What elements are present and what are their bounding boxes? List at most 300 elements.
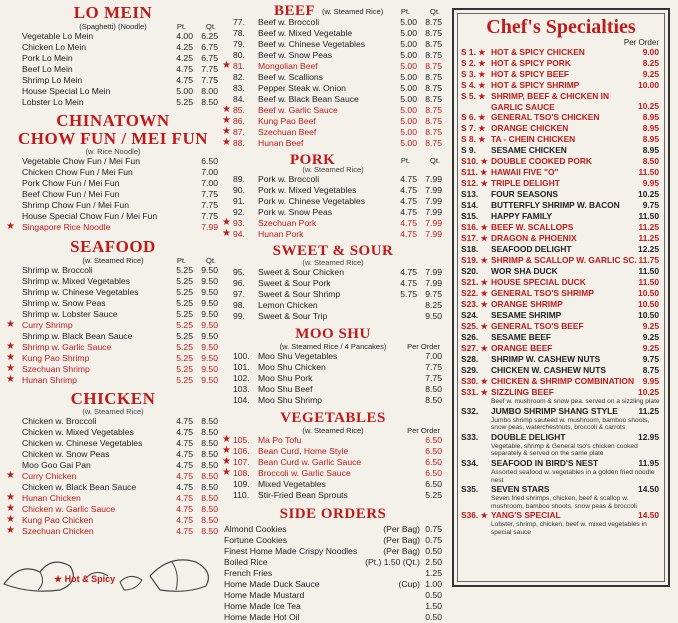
- item-name: WOR SHA DUCK: [491, 266, 558, 276]
- item-price-pint: 4.75: [176, 64, 193, 74]
- chef-item-row: [461, 310, 661, 321]
- chow-fun-list: [6, 156, 220, 233]
- chef-item: [461, 112, 661, 123]
- item-name: Broccoli w. Garlic Sauce: [258, 468, 351, 478]
- section-subtitle: (w. Steamed Rice): [302, 426, 364, 435]
- item-description: Beef w. mushroom & snow pea. served on a sizzling plate: [491, 398, 660, 405]
- menu-item: [222, 579, 444, 590]
- star-icon: ★: [222, 217, 231, 228]
- item-price-quart: 5.25: [425, 490, 442, 500]
- item-number: S15.: [461, 211, 479, 221]
- item-price-quart: 8.75: [425, 94, 442, 104]
- chef-item-row: [461, 484, 661, 495]
- item-name: Pork w. Chinese Vegetables: [258, 196, 366, 206]
- item-number: 81.: [233, 61, 245, 71]
- item-number: 88.: [233, 138, 245, 148]
- item-price-quart: 9.50: [201, 353, 218, 363]
- chef-specialties-title: Chef's Specialties: [486, 16, 636, 38]
- chef-item-row: [461, 178, 661, 189]
- star-icon: ★: [478, 59, 486, 68]
- item-price-quart: 7.00: [425, 351, 442, 361]
- item-price-pint: 4.75: [176, 460, 193, 470]
- item-price-quart: 9.50: [201, 276, 218, 286]
- chef-item-row: [461, 123, 661, 134]
- item-name: Beef Chow Fun / Mei Fun: [22, 189, 120, 199]
- item-name: SHRIMP & SCALLOP W. GARLIC SC.: [491, 255, 637, 265]
- item-price-pint: 4.75: [400, 174, 417, 184]
- item-price-quart: 8.50: [201, 526, 218, 536]
- item-number: 86.: [233, 116, 245, 126]
- item-number: 97.: [233, 289, 245, 299]
- item-price-quart: 7.75: [201, 200, 218, 210]
- item-name: Beef w. Scallions: [258, 72, 323, 82]
- item-name: Home Made Hot Oil: [224, 612, 300, 622]
- star-icon: ★: [480, 344, 488, 353]
- item-name: Hunan Shrimp: [22, 375, 77, 385]
- item-number: S31. ★: [461, 387, 488, 397]
- item-name: Pork Lo Mein: [22, 53, 73, 63]
- item-name: GENERAL TSO'S CHICKEN: [491, 112, 600, 122]
- menu-item: [6, 64, 220, 75]
- section-title-moo-shu: MOO SHU: [295, 326, 371, 342]
- chef-item-row: [461, 134, 661, 145]
- item-price: 9.00: [642, 47, 659, 57]
- item-price-quart: 1.25: [425, 568, 442, 578]
- chef-item-row: [461, 406, 661, 417]
- menu-item: [6, 31, 220, 42]
- item-name: Lobster Lo Mein: [22, 97, 84, 107]
- quart-header: Qt.: [205, 256, 216, 265]
- section-title-sweet-sour: SWEET & SOUR: [272, 243, 394, 259]
- item-name: SEAFOOD DELIGHT: [491, 244, 572, 254]
- quart-header: Qt.: [205, 22, 216, 31]
- item-price: 12.25: [638, 244, 659, 254]
- item-number: S 7. ★: [461, 123, 486, 133]
- item-price-quart: 9.50: [201, 320, 218, 330]
- star-icon: ★: [6, 363, 15, 374]
- item-price: 11.50: [638, 211, 659, 221]
- menu-item: [6, 342, 220, 353]
- item-price: 11.25: [638, 405, 659, 416]
- item-price-pint: 5.00: [400, 138, 417, 148]
- item-name: Home Made Ice Tea: [224, 601, 301, 611]
- section-subtitle: (w. Steamed Rice): [82, 256, 144, 265]
- item-price-pint: 5.00: [400, 50, 417, 60]
- item-name: Pepper Steak w. Onion: [258, 83, 346, 93]
- item-price-pint: 5.00: [176, 86, 193, 96]
- star-icon: ★: [480, 256, 488, 265]
- item-number: 82.: [233, 72, 245, 82]
- menu-item: [222, 557, 444, 568]
- star-icon: ★: [6, 514, 15, 525]
- star-icon: ★: [480, 377, 488, 386]
- item-name: GENERAL TSO'S BEEF: [491, 321, 584, 331]
- item-price-quart: 8.75: [425, 116, 442, 126]
- menu-item: [222, 289, 444, 300]
- item-price-quart: 7.75: [201, 189, 218, 199]
- menu-item: [222, 278, 444, 289]
- chef-item: [461, 233, 661, 244]
- menu-item: [6, 97, 220, 108]
- item-price-quart: 7.99: [201, 222, 218, 232]
- item-name: Beef w. Snow Peas: [258, 50, 333, 60]
- item-price-quart: 9.50: [201, 375, 218, 385]
- section-subheader: [6, 256, 220, 265]
- item-name: HOT & SPICY SHRIMP: [491, 80, 580, 90]
- item-price-quart: 8.75: [425, 83, 442, 93]
- item-name: Shrimp w. Mixed Vegetables: [22, 276, 130, 286]
- menu-item: [222, 601, 444, 612]
- chef-item-row: [461, 167, 661, 178]
- chef-item: [461, 200, 661, 211]
- item-price-pint: (Per Bag): [383, 535, 420, 545]
- chef-item: [461, 288, 661, 299]
- item-number: S19. ★: [461, 255, 488, 265]
- star-icon: ★: [6, 221, 15, 232]
- item-price: 9.95: [642, 178, 659, 188]
- item-price-quart: 9.75: [425, 289, 442, 299]
- item-name: DRAGON & PHOENIX: [491, 233, 577, 243]
- pint-header: Pt.: [400, 156, 410, 165]
- menu-item: [222, 457, 444, 468]
- item-name: Mixed Vegetables: [258, 479, 326, 489]
- menu-item: [222, 535, 444, 546]
- item-name: HOT & SPICY PORK: [491, 58, 571, 68]
- item-name: CHICKEN W. CASHEW NUTS: [491, 365, 606, 375]
- item-price-quart: 6.50: [425, 479, 442, 489]
- item-name: Home Made Duck Sauce: [224, 579, 320, 589]
- item-name: SEVEN STARS: [491, 484, 550, 495]
- item-price-quart: 9.50: [201, 298, 218, 308]
- section-header-pork: [222, 152, 444, 166]
- item-name: Sweet & Sour Pork: [258, 278, 331, 288]
- item-name: Almond Cookies: [224, 524, 287, 534]
- item-number: 77.: [233, 17, 245, 27]
- item-price-quart: 7.99: [425, 174, 442, 184]
- item-name: Chicken w. Broccoli: [22, 416, 97, 426]
- star-icon: ★: [480, 168, 488, 177]
- item-name: SHRIMP W. CASHEW NUTS: [491, 354, 601, 364]
- item-price-quart: 7.99: [425, 267, 442, 277]
- menu-item: [6, 449, 220, 460]
- item-name: ORANGE CHICKEN: [491, 123, 569, 133]
- item-name: Chicken w. Mixed Vegetables: [22, 427, 134, 437]
- item-name: Moo Shu Shrimp: [258, 395, 323, 405]
- menu-item: [6, 86, 220, 97]
- chef-item: [461, 332, 661, 343]
- item-price-quart: 8.50: [201, 515, 218, 525]
- item-price-quart: 6.50: [425, 435, 442, 445]
- menu-item: [222, 50, 444, 61]
- item-number: 89.: [233, 174, 245, 184]
- item-price: 8.95: [642, 123, 659, 133]
- item-number: S26.: [461, 332, 479, 342]
- item-name: BEEF W. SCALLOPS: [491, 222, 574, 232]
- star-icon: ★: [6, 492, 15, 503]
- item-price: 9.25: [642, 343, 659, 353]
- item-price-pint: 5.00: [400, 105, 417, 115]
- item-price: 10.50: [638, 288, 659, 298]
- item-price: 11.25: [638, 233, 659, 243]
- chef-item: [461, 69, 661, 80]
- section-title-seafood: SEAFOOD: [70, 237, 156, 256]
- item-name: Lemon Chicken: [258, 300, 318, 310]
- item-price-pint: (Per Bag): [383, 546, 420, 556]
- star-icon: ★: [480, 511, 488, 521]
- chicken-list: [6, 416, 220, 537]
- menu-item: [222, 105, 444, 116]
- item-name: Sweet & Sour Shrimp: [258, 289, 341, 299]
- chef-item: [461, 47, 661, 58]
- item-name: DOUBLE COOKED PORK: [491, 156, 592, 166]
- menu-item: [222, 362, 444, 373]
- item-price-pint: 5.00: [400, 28, 417, 38]
- item-price-pint: 5.25: [176, 375, 193, 385]
- section-title-beef: BEEF: [274, 3, 316, 19]
- item-name: SESAME CHICKEN: [491, 145, 567, 155]
- item-price: 10.25: [638, 387, 659, 397]
- item-name: Vegetable Chow Fun / Mei Fun: [22, 156, 140, 166]
- item-price: 11.50: [638, 266, 659, 276]
- item-name: Beef w. Mixed Vegetable: [258, 28, 353, 38]
- chef-item-row: [461, 266, 661, 277]
- chef-item: [461, 91, 661, 112]
- menu-item: [222, 568, 444, 579]
- item-number: S 8. ★: [461, 134, 486, 144]
- star-icon: ★: [222, 434, 231, 445]
- star-icon: ★: [478, 48, 486, 57]
- column-left: [6, 0, 220, 537]
- item-price-pint: 4.75: [176, 515, 193, 525]
- chef-item-row: [461, 321, 661, 332]
- item-name: Moo Goo Gai Pan: [22, 460, 91, 470]
- item-price: 8.75: [642, 365, 659, 375]
- chef-item: [461, 299, 661, 310]
- item-price-pint: 4.75: [176, 438, 193, 448]
- item-name: SESAME SHRIMP: [491, 310, 562, 320]
- section-title-chow-fun: CHOW FUN / MEI FUN: [17, 129, 208, 148]
- menu-item: [6, 167, 220, 178]
- item-number: 101.: [233, 362, 250, 372]
- item-name: Chicken w. Garlic Sauce: [22, 504, 116, 514]
- item-price: 11.75: [638, 255, 659, 265]
- item-name: HOT & SPICY BEEF: [491, 69, 570, 79]
- chef-item: [461, 432, 661, 458]
- star-icon: ★: [478, 113, 486, 122]
- item-price-quart: 9.50: [201, 309, 218, 319]
- menu-item: [222, 373, 444, 384]
- item-price-quart: 6.50: [425, 468, 442, 478]
- menu-item: [6, 515, 220, 526]
- item-price-quart: 9.50: [201, 287, 218, 297]
- chef-item: [461, 189, 661, 200]
- item-price-quart: 7.99: [425, 196, 442, 206]
- item-number: 110.: [233, 490, 250, 500]
- chef-item-row: [461, 112, 661, 123]
- item-price-quart: 8.25: [425, 300, 442, 310]
- star-icon: ★: [6, 503, 15, 514]
- item-price-pint: 4.75: [176, 482, 193, 492]
- item-name: HAWAII FIVE "O": [491, 167, 559, 177]
- star-icon: ★: [222, 467, 231, 478]
- item-price-pint: 4.25: [176, 42, 193, 52]
- star-icon: ★: [478, 70, 486, 79]
- item-price-quart: 7.99: [425, 229, 442, 239]
- item-name: Chicken w. Snow Peas: [22, 449, 110, 459]
- item-price-quart: 0.50: [425, 590, 442, 600]
- item-name: Home Made Mustard: [224, 590, 305, 600]
- menu-item: [222, 218, 444, 229]
- item-name: Chicken Chow Fun / Mei Fun: [22, 167, 133, 177]
- item-price-pint: 5.00: [400, 127, 417, 137]
- menu-item: [6, 42, 220, 53]
- item-number: 84.: [233, 94, 245, 104]
- item-price-quart: 9.50: [201, 331, 218, 341]
- menu-item: [6, 211, 220, 222]
- item-name: FOUR SEASONS: [491, 189, 559, 199]
- item-name: Shrimp w. Snow Peas: [22, 298, 106, 308]
- item-price-quart: 8.75: [425, 61, 442, 71]
- star-icon: ★: [478, 135, 486, 144]
- item-number: 99.: [233, 311, 245, 321]
- item-price-quart: 8.00: [201, 86, 218, 96]
- item-number: S13.: [461, 189, 479, 199]
- item-name: Beef w. Black Bean Sauce: [258, 94, 359, 104]
- item-price: 8.95: [642, 134, 659, 144]
- item-number: S28.: [461, 354, 479, 364]
- item-name: Sweet & Sour Chicken: [258, 267, 344, 277]
- item-name: Moo Shu Chicken: [258, 362, 326, 372]
- chef-item: [461, 310, 661, 321]
- menu-item: [222, 207, 444, 218]
- item-price-pint: 4.25: [176, 53, 193, 63]
- item-price-quart: 8.50: [201, 493, 218, 503]
- item-price-quart: 8.75: [425, 127, 442, 137]
- item-price-quart: 9.50: [201, 342, 218, 352]
- item-name: Vegetable Lo Mein: [22, 31, 94, 41]
- item-number: S14.: [461, 200, 479, 210]
- item-name: Pork w. Broccoli: [258, 174, 320, 184]
- item-number: S30. ★: [461, 376, 488, 386]
- item-price-quart: 7.75: [201, 211, 218, 221]
- item-price-quart: 7.75: [425, 373, 442, 383]
- item-name: Beef w. Chinese Vegetables: [258, 39, 366, 49]
- item-name: CHICKEN & SHRIMP COMBINATION: [491, 376, 634, 386]
- item-price: 11.50: [638, 277, 659, 287]
- star-icon: ★: [222, 126, 231, 137]
- item-price-quart: 8.50: [201, 449, 218, 459]
- moo-shu-list: [222, 351, 444, 406]
- menu-item: [6, 460, 220, 471]
- item-number: 96.: [233, 278, 245, 288]
- item-price-quart: 9.50: [201, 364, 218, 374]
- star-icon: ★: [480, 388, 488, 397]
- item-price-quart: 8.75: [425, 105, 442, 115]
- menu-item: [222, 546, 444, 557]
- item-number: S11. ★: [461, 167, 488, 177]
- item-name: Fortune Cookies: [224, 535, 288, 545]
- menu-item: [6, 178, 220, 189]
- item-price-pint: 5.00: [400, 116, 417, 126]
- item-number: 80.: [233, 50, 245, 60]
- section-title-chicken: CHICKEN: [70, 389, 156, 408]
- item-price-pint: 5.25: [176, 364, 193, 374]
- item-price-quart: 8.50: [425, 395, 442, 405]
- item-price-pint: 5.25: [176, 320, 193, 330]
- chef-item-row: [461, 343, 661, 354]
- item-name: Shrimp w. Garlic Sauce: [22, 342, 112, 352]
- section-subheader: [222, 342, 444, 351]
- item-name: Beef Lo Mein: [22, 64, 73, 74]
- item-price-quart: 0.50: [425, 612, 442, 622]
- chef-item: [461, 321, 661, 332]
- menu-item: [222, 174, 444, 185]
- menu-item: [6, 353, 220, 364]
- chef-item-row: [461, 222, 661, 233]
- column-middle: [222, 0, 444, 623]
- item-number: 90.: [233, 185, 245, 195]
- item-description: Jumbo shrimp sauteed w. mushroom, bamboo shoots, snow peas, waterchestnuts, broccoli & carrots: [491, 416, 650, 432]
- menu-item: [6, 309, 220, 320]
- star-icon: ★: [222, 445, 231, 456]
- item-price-pint: 4.75: [400, 229, 417, 239]
- item-price-pint: 5.25: [176, 298, 193, 308]
- chef-item-row: [461, 58, 661, 69]
- chef-item-row: [461, 332, 661, 343]
- chef-item: [461, 343, 661, 354]
- section-subtitle: (w. Steamed Rice): [82, 407, 144, 416]
- menu-item: [6, 276, 220, 287]
- item-name: HOUSE SPECIAL DUCK: [491, 277, 586, 287]
- item-name: JUMBO SHRIMP SHANG STYLE: [491, 405, 618, 416]
- item-price: 14.50: [638, 510, 659, 521]
- chef-item-row: [461, 47, 661, 58]
- menu-item: [222, 435, 444, 446]
- section-subtitle: (w. Steamed Rice / 4 Pancakes): [279, 342, 387, 351]
- menu-item: [6, 156, 220, 167]
- item-name: BUTTERFLY SHRIMP W. BACON: [491, 200, 620, 210]
- menu-item: [222, 590, 444, 601]
- item-price-pint: 5.00: [400, 39, 417, 49]
- star-icon: ★: [480, 289, 488, 298]
- item-number: S25. ★: [461, 321, 488, 331]
- section-subheader: [222, 426, 444, 435]
- item-price-quart: 8.50: [201, 482, 218, 492]
- item-price-pint: 5.00: [400, 94, 417, 104]
- item-number: 103.: [233, 384, 250, 394]
- chef-item-row: [461, 432, 661, 443]
- item-name: TRIPLE DELIGHT: [491, 178, 560, 188]
- item-price-quart: 8.50: [201, 416, 218, 426]
- item-price-quart: 7.75: [201, 75, 218, 85]
- chef-item-row: [461, 255, 661, 266]
- item-price-quart: 6.50: [425, 457, 442, 467]
- item-name: Szechuan Chicken: [22, 526, 94, 536]
- star-icon: ★: [480, 223, 488, 232]
- item-name: Shrimp Lo Mein: [22, 75, 83, 85]
- chef-item-row: [461, 277, 661, 288]
- chef-item: [461, 80, 661, 91]
- menu-item: [222, 229, 444, 240]
- pint-header: Pt.: [176, 256, 186, 265]
- item-number: S 4. ★: [461, 80, 486, 90]
- side-orders-list: [222, 524, 444, 623]
- item-name: TA - CHEIN CHICKEN: [491, 134, 576, 144]
- item-number: 104.: [233, 395, 250, 405]
- chef-specialties-inner: [457, 13, 665, 582]
- chef-item: [461, 266, 661, 277]
- item-price-quart: 7.99: [425, 207, 442, 217]
